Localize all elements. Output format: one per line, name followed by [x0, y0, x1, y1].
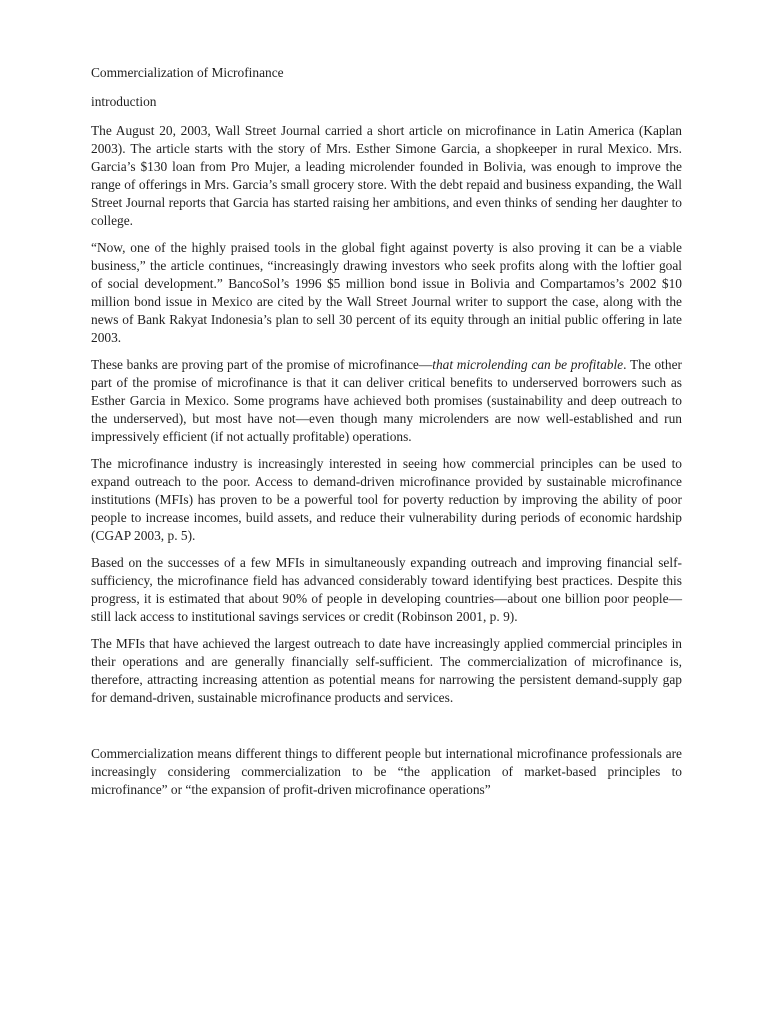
document-title: Commercialization of Microfinance: [91, 65, 284, 80]
paragraph-7: Commercialization means different things to different people but international microfinance professionals are increasingly considering commercialization to be “the application of market-based principles to microfinance” or “the expansion of profit-driven microfinance operations”: [91, 746, 682, 797]
paragraph-3-lead: These banks are proving part of the promise of microfinance—: [91, 357, 433, 372]
paragraph-6: The MFIs that have achieved the largest outreach to date have increasingly applied commercial principles in their operations and are generally financially self-sufficient. The commercialization of microfinance is, therefore, attracting increasing attention as potential means for narrowing the persistent demand-supply gap for demand-driven, sustainable microfinance products and services.: [91, 636, 682, 705]
paragraph-2: “Now, one of the highly praised tools in the global fight against poverty is also proving it can be a viable business,” the article continues, “increasingly drawing investors who seek profits along with the loftier goal of social development.” BancoSol’s 1996 $5 million bond issue in Bolivia and Compartamos’s 2002 $10 million bond issue in Mexico are cited by the Wall Street Journal writer to support the case, along with the news of Bank Rakyat Indonesia’s plan to sell 30 percent of its equity through an initial public offering in late 2003.: [91, 240, 682, 345]
paragraph-3: [91, 356, 682, 446]
paragraph-4: The microfinance industry is increasingly interested in seeing how commercial principles can be used to expand outreach to the poor. Access to demand-driven microfinance provided by sustainable microfinance institutions (MFIs) has proven to be a powerful tool for poverty reduction by improving the ability of poor people to increase incomes, build assets, and reduce their vulnerability during periods of economic hardship (CGAP 2003, p. 5).: [91, 456, 682, 543]
paragraph-3-emphasis: that microlending can be profitable: [432, 357, 624, 372]
paragraph-1: The August 20, 2003, Wall Street Journal carried a short article on microfinance in Latin America (Kaplan 2003). The article starts with the story of Mrs. Esther Simone Garcia, a shopkeeper in rural Mexico. Mrs. Garcia’s $130 loan from Pro Mujer, a leading microlender founded in Bolivia, was enough to improve the range of offerings in Mrs. Garcia’s small grocery store. With the debt repaid and business expanding, the Wall Street Journal reports that Garcia has started raising her ambitions, and even thinks of sending her daughter to college.: [91, 123, 682, 228]
paragraph-5: Based on the successes of a few MFIs in simultaneously expanding outreach and improving financial self-sufficiency, the microfinance field has advanced considerably toward identifying best practices. Despite this progress, it is estimated that about 90% of people in developing countries—about one billion poor people—still lack access to institutional savings services or credit (Robinson 2001, p. 9).: [91, 555, 682, 624]
section-heading: introduction: [91, 94, 157, 109]
paragraph-3-rest: . The other part of the promise of microfinance is that it can deliver critical benefits to underserved borrowers such as Esther Garcia in Mexico. Some programs have achieved both promises (sustainability and deep outreach to the underserved), but most have not—even though many microlenders are now well-established and run impressively efficient (if not actually profitable) operations.: [91, 357, 682, 444]
